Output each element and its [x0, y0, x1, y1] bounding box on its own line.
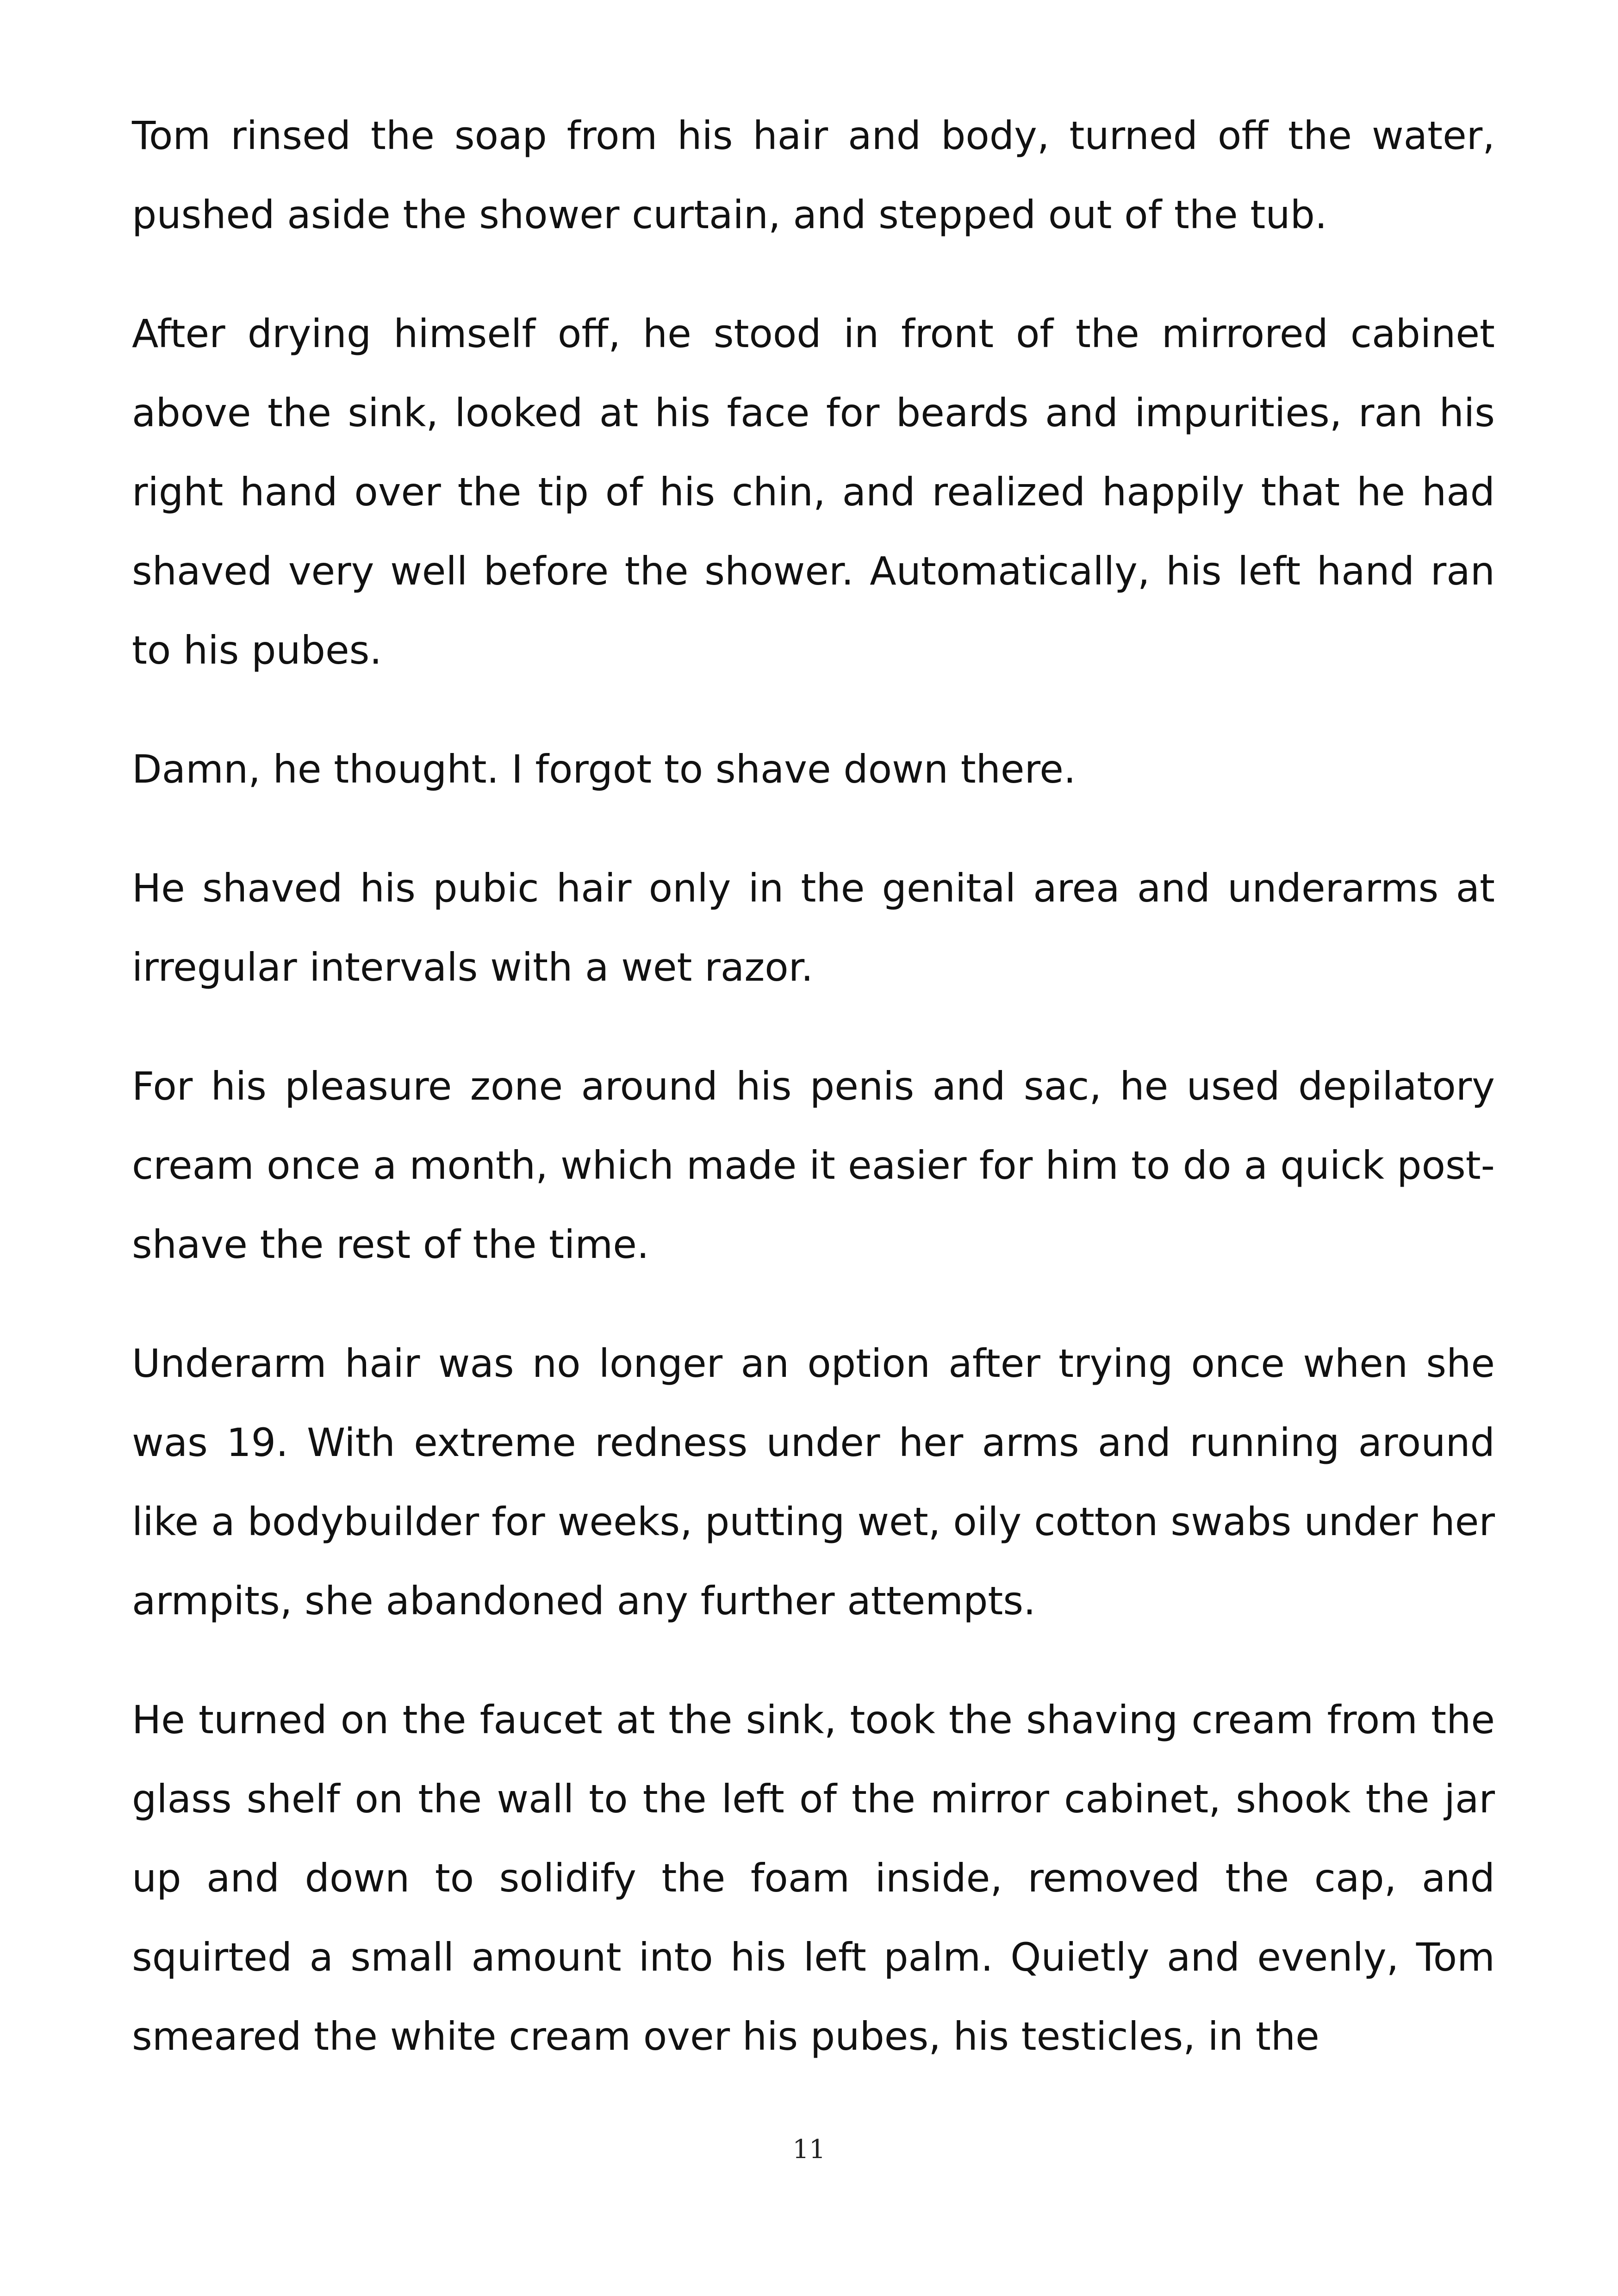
body-text: [132, 96, 1495, 2116]
paragraph-1: Tom rinsed the soap from his hair and body, turned off the water, pushed aside the shower curtain, and stepped out of the tub.: [132, 113, 1495, 237]
paragraph-6: Underarm hair was no longer an option after trying once when she was 19. With extreme redness under her arms and running around like a bodybuilder for weeks, putting wet, oily cotton swabs under her armpits, she abandoned any further attempts.: [132, 1341, 1495, 1624]
paragraph-4: He shaved his pubic hair only in the genital area and underarms at irregular intervals with a wet razor.: [132, 865, 1495, 990]
paragraph-2: After drying himself off, he stood in front of the mirrored cabinet above the sink, looked at his face for beards and impurities, ran his right hand over the tip of his chin, and realized happily that he had shaved very well before the shower. Automatically, his left hand ran to his pubes.: [132, 311, 1495, 673]
page-number: 11: [792, 2134, 826, 2165]
paragraph-7: He turned on the faucet at the sink, took the shaving cream from the glass shelf on the wall to the left of the mirror cabinet, shook the jar up and down to solidify the foam inside, removed the cap, and squirted a small amount into his left palm. Quietly and evenly, Tom smeared the white cream over his pubes, his testicles, in the: [132, 1697, 1495, 2059]
paragraph-5: For his pleasure zone around his penis and sac, he used depilatory cream once a month, which made it easier for him to do a quick post-shave the rest of the time.: [132, 1064, 1495, 1267]
paragraph-3: Damn, he thought. I forgot to shave down there.: [132, 747, 1076, 792]
